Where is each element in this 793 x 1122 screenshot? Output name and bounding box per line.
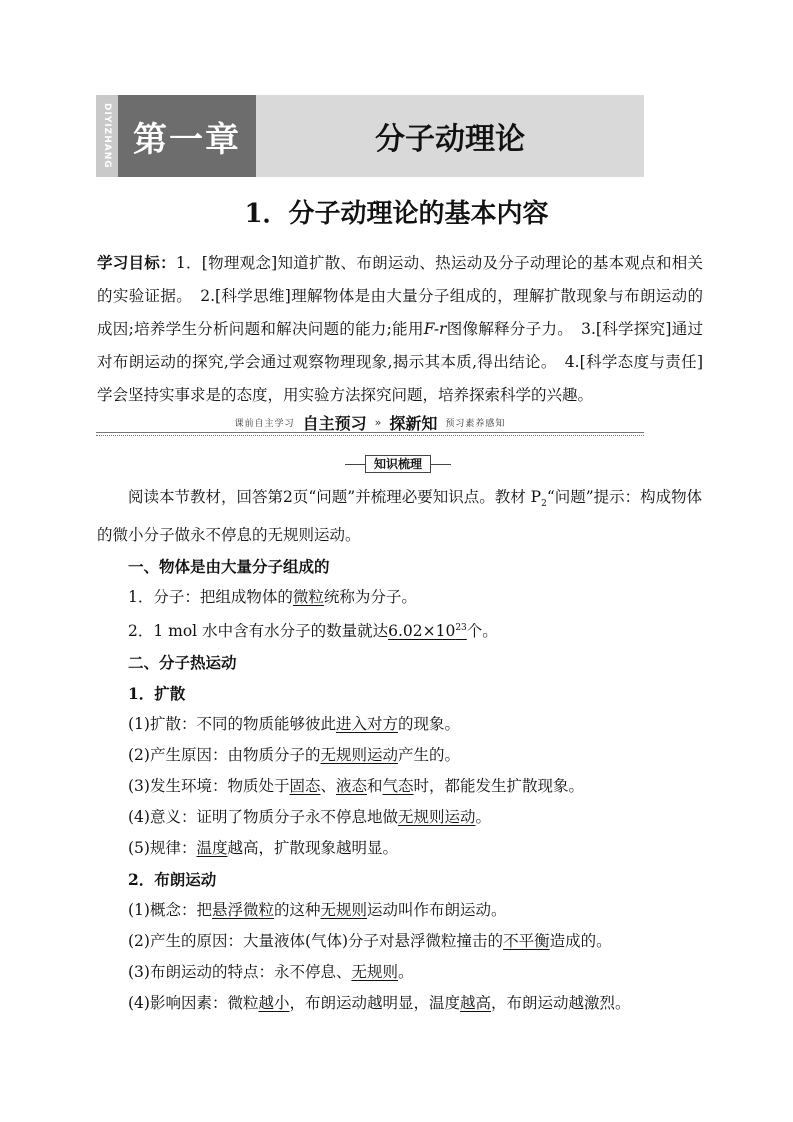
intro-text-2: “问题”提示：构成物体的微小分子做永不停息的无规则运动。 — [97, 488, 703, 545]
objectives-fr: F-r — [423, 320, 447, 338]
divider-dotted-line — [96, 435, 644, 436]
answer-blank: 不平衡 — [503, 932, 550, 951]
item-text: (1)概念：把 — [128, 901, 212, 920]
answer-blank: 进入对方 — [335, 715, 398, 734]
item-text: (3)布朗运动的特点：永不停息、 — [128, 963, 352, 982]
divider-left-big: 自主预习 — [302, 413, 367, 433]
item-text: (2)产生原因：由物质分子的 — [128, 746, 321, 765]
diffusion-item-5 — [97, 833, 703, 864]
answer-blank — [388, 622, 467, 640]
diffusion-item-1 — [97, 709, 703, 740]
item-molecule — [97, 582, 703, 613]
divider-band — [96, 412, 644, 432]
subheading-brownian: 2．布朗运动 — [128, 870, 217, 890]
answer-blank: 越高 — [460, 994, 492, 1013]
banner-side-strip — [96, 95, 118, 177]
item-text: 产生的。 — [397, 746, 460, 765]
item-text: 个。 — [466, 622, 498, 641]
chapter-label: 第一章 — [118, 95, 256, 177]
item-text: 、 — [320, 777, 336, 796]
brownian-item-1 — [97, 895, 703, 926]
item-text: (4)意义：证明了物质分子永不停息地做 — [128, 808, 398, 827]
answer-blank: 越小 — [258, 994, 290, 1013]
tag-label: 知识梳理 — [365, 455, 431, 473]
item-text: 2．1 mol 水中含有水分子的数量就达 — [128, 622, 389, 641]
subheading-diffusion: 1．扩散 — [128, 684, 186, 704]
answer-blank: 无规则运动 — [397, 808, 476, 827]
item-text: ，布朗运动越激烈。 — [491, 994, 631, 1013]
tag-left-bar — [345, 464, 365, 465]
section-divider — [96, 412, 644, 438]
answer-blank: 微粒 — [292, 588, 324, 607]
item-text: (5)规律： — [128, 839, 197, 858]
answer-blank: 温度 — [196, 839, 228, 858]
divider-line — [96, 432, 644, 433]
objectives-text-1: 1．[物理观念]知道扩散、布朗运动、热运动及分子动理论的基本观点和相关的实验证据。 2.[科学思维]理解物体是由大量分子组成的，理解扩散现象与布朗运动的成因;培养学生分析问题和解决问题的能力;能用 — [97, 254, 703, 338]
item-text: 时，都能发生扩散现象。 — [413, 777, 585, 796]
brownian-item-4 — [97, 988, 703, 1019]
heading-1: 一、物体是由大量分子组成的 — [128, 557, 330, 577]
answer-blank: 无规则 — [351, 963, 398, 982]
intro-subscript: 2 — [541, 499, 547, 510]
answer-blank: 液态 — [336, 777, 368, 796]
item-text: 越高，扩散现象越明显。 — [227, 839, 398, 858]
intro-paragraph — [97, 482, 703, 551]
item-text: ，布朗运动越明显，温度 — [289, 994, 460, 1013]
heading-2: 二、分子热运动 — [128, 653, 237, 673]
item-text: 运动叫作布朗运动。 — [367, 901, 507, 920]
divider-arrow-icon: » — [374, 415, 382, 429]
diffusion-item-2 — [97, 740, 703, 771]
section-title: 1．分子动理论的基本内容 — [244, 199, 549, 229]
answer-value: 6.02×10 — [388, 622, 456, 641]
learning-objectives — [97, 246, 703, 412]
objectives-text-2: 图像解释分子力。 3.[科学探究]通过对布朗运动的探究,学会通过观察物理现象,揭示其本质,得出结论。 4.[科学态度与责任]学会坚持实事求是的态度，用实验方法探究问题，培养探索科学的兴趣。 — [97, 320, 703, 404]
item-text: (1)扩散：不同的物质能够彼此 — [128, 715, 336, 734]
item-text: 的现象。 — [397, 715, 460, 734]
item-text: 和 — [367, 777, 383, 796]
item-text: (4)影响因素：微粒 — [128, 994, 259, 1013]
answer-exponent: 23 — [455, 623, 467, 634]
answer-blank: 无规则运动 — [320, 746, 398, 765]
item-text: 。 — [475, 808, 491, 827]
banner-side-text: DIYIZHANG — [102, 103, 112, 169]
brownian-item-3 — [97, 957, 703, 988]
answer-blank: 悬浮微粒 — [211, 901, 274, 920]
divider-right-small: 预习素养感知 — [445, 418, 506, 429]
chapter-title: 分子动理论 — [375, 122, 525, 157]
item-text: 的这种 — [273, 901, 321, 920]
item-text: (2)产生的原因：大量液体(气体)分子对悬浮微粒撞击的 — [128, 932, 504, 951]
divider-left-small: 课前自主学习 — [234, 418, 295, 429]
tag-right-bar — [431, 464, 451, 465]
answer-blank: 无规则 — [320, 901, 368, 920]
item-text: 统称为分子。 — [323, 588, 417, 607]
brownian-item-2 — [97, 926, 703, 957]
objectives-lead: 学习目标： — [97, 253, 176, 272]
diffusion-item-4 — [97, 802, 703, 833]
chapter-banner — [96, 95, 644, 177]
content-body — [97, 482, 703, 1019]
item-text: 1．分子：把组成物体的 — [128, 588, 293, 607]
intro-text-1: 阅读本节教材，回答第2页“问题”并梳理必要知识点。教材 P — [128, 488, 542, 506]
item-text: 。 — [397, 963, 414, 982]
item-avogadro — [97, 613, 703, 647]
knowledge-tag — [345, 455, 451, 473]
answer-blank: 固态 — [289, 777, 321, 796]
diffusion-item-3 — [97, 771, 703, 802]
divider-right-big: 探新知 — [389, 413, 438, 433]
item-text: (3)发生环境：物质处于 — [128, 777, 290, 796]
item-text: 造成的。 — [549, 932, 612, 951]
answer-blank: 气态 — [382, 777, 414, 796]
